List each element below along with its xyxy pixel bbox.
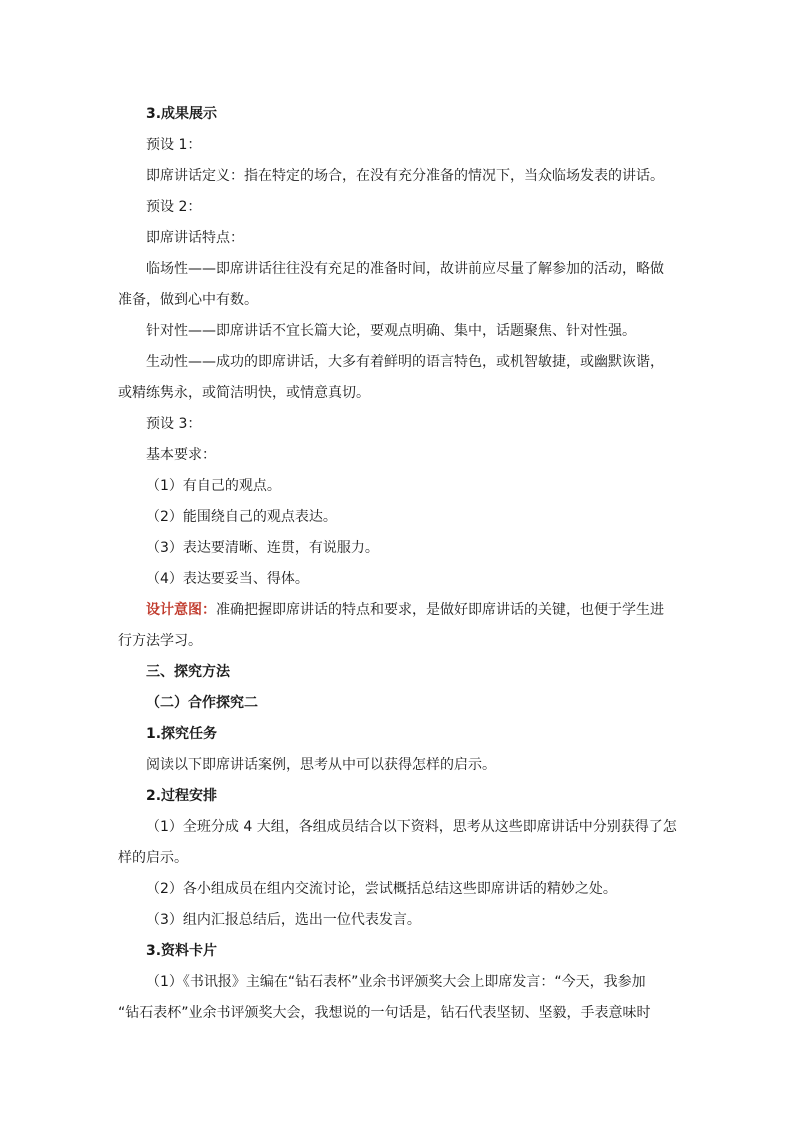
- feature-3-line-1: 生动性——成功的即席讲话，大多有着鲜明的语言特色，或机智敏捷，或幽默诙谐，: [146, 354, 664, 370]
- requirement-4: （4）表达要妥当、得体。: [146, 571, 309, 587]
- feature-1-line-1: 临场性——即席讲话往往没有充足的准备时间，故讲前应尽量了解参加的活动，略做: [146, 261, 664, 277]
- requirement-3: （3）表达要清晰、连贯，有说服力。: [146, 540, 379, 556]
- part-3-heading: 三、探究方法: [146, 664, 230, 680]
- process-heading: 2.过程安排: [146, 788, 218, 804]
- process-3: （3）组内汇报总结后，选出一位代表发言。: [146, 912, 421, 928]
- card-1-line-1: （1）《书讯报》主编在“钻石表杯”业余书评颁奖大会上即席发言：“今天，我参加: [146, 974, 646, 990]
- feature-2: 针对性——即席讲话不宜长篇大论，要观点明确、集中，话题聚焦、针对性强。: [146, 323, 636, 339]
- design-intent-line-1: [118, 595, 678, 626]
- cards-heading: 3.资料卡片: [146, 943, 218, 959]
- preset-3-label: 预设 3：: [146, 416, 202, 432]
- design-intent-label: 设计意图：: [146, 602, 216, 618]
- definition-text: 即席讲话定义：指在特定的场合，在没有充分准备的情况下，当众临场发表的讲话。: [146, 168, 664, 184]
- section-heading-results: 3.成果展示: [146, 106, 218, 122]
- document-content: [118, 99, 678, 1029]
- design-intent-text-1: 准确把握即席讲话的特点和要求，是做好即席讲话的关键，也便于学生进: [216, 602, 664, 618]
- features-title: 即席讲话特点：: [146, 230, 244, 246]
- feature-3-line-2: 或精练隽永，或简洁明快，或情意真切。: [118, 385, 370, 401]
- requirement-2: （2）能围绕自己的观点表达。: [146, 509, 337, 525]
- process-1-line-1: （1）全班分成 4 大组，各组成员结合以下资料，思考从这些即席讲话中分别获得了怎: [146, 819, 677, 835]
- requirements-title: 基本要求：: [146, 447, 216, 463]
- preset-2-label: 预设 2：: [146, 199, 202, 215]
- requirement-1: （1）有自己的观点。: [146, 478, 281, 494]
- process-1-line-2: 样的启示。: [118, 850, 188, 866]
- task-heading: 1.探究任务: [146, 726, 218, 742]
- design-intent-line-2: 行方法学习。: [118, 633, 202, 649]
- feature-1-line-2: 准备，做到心中有数。: [118, 292, 258, 308]
- cooperative-inquiry-2-heading: （二）合作探究二: [146, 695, 258, 711]
- preset-1-label: 预设 1：: [146, 137, 202, 153]
- process-2: （2）各小组成员在组内交流讨论，尝试概括总结这些即席讲话的精妙之处。: [146, 881, 617, 897]
- task-text: 阅读以下即席讲话案例，思考从中可以获得怎样的启示。: [146, 757, 496, 773]
- card-1-line-2: “钻石表杯”业余书评颁奖大会，我想说的一句话是，钻石代表坚韧、坚毅，手表意味时: [118, 1005, 651, 1021]
